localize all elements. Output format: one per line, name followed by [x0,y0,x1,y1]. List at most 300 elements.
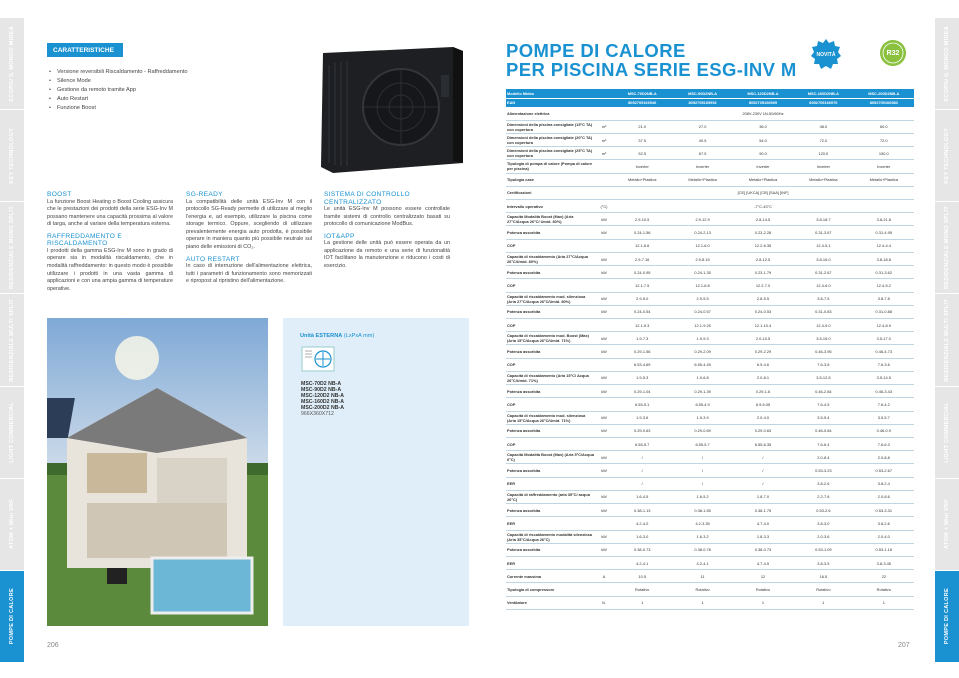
side-tab-label: ECOPIU IL MONDO MIDEA [944,25,950,102]
spec-value: 3.8-18.7 [793,213,853,226]
spec-label: Capacità Modalità Boost (Max) (Aria 5°C/Acqua 6°C) [506,451,596,464]
spec-unit: kW [596,424,612,437]
spec-value: 0.29-2.29 [733,345,793,358]
spec-value: 6.53-4.69 [612,358,672,371]
spec-row [506,517,914,530]
spec-value: 6.55-5.1 [612,398,672,411]
spec-value: 2.0-4.0 [854,530,914,543]
spec-value: 2.0-10.5 [733,332,793,345]
spec-label: Potenza assorbita [506,543,596,556]
spec-value: Metallo+Plastica [854,173,914,186]
spec-value: 16.5 [793,570,853,583]
spec-row [506,266,914,279]
side-tab-7[interactable] [935,571,959,663]
spec-value: 0.46-0.84 [793,424,853,437]
house-illustration [47,318,268,626]
spec-row [506,385,914,398]
model-name: MSC-90D2 NB-A [301,387,342,393]
spec-value: 3.5-14.5 [854,371,914,384]
spec-unit [596,556,612,569]
spec-header-cell: 8052705166983 [854,98,914,107]
spec-value: [CE] [UKCA] [CB] [SAA] [INF] [612,186,914,199]
side-tab-label: RESIDENZIALE MONO SPLIT [944,206,950,290]
side-tab-6[interactable] [0,479,24,571]
spec-label: Intervallo operativo [506,200,596,213]
spec-value: 6.9-5.05 [733,398,793,411]
spec-label: COP [506,358,596,371]
side-tab-label: ATOM + Mini VRF [944,499,950,550]
spec-value: 2.9-5.0 [612,292,672,305]
spec-value: 2.0-8.8 [854,451,914,464]
spec-value: 4.7-4.0 [733,517,793,530]
outdoor-unit-box [283,318,469,626]
spec-row [506,279,914,292]
spec-unit: kW [596,252,612,265]
spec-label: EER [506,556,596,569]
spec-value: 3.8-2.6 [854,517,914,530]
spec-value: 0.29-1.6 [733,385,793,398]
spec-label: Capacità di riscaldamento (Aria 27°C/Acqua 26°C/Umid. 80%) [506,252,596,265]
spec-label: Tipologia di pompa di calore (Pompa di calore per piscina) [506,160,596,173]
spec-unit: m³ [596,120,612,133]
spec-row [506,543,914,556]
spec-value: 3.8-21.8 [854,213,914,226]
spec-value: 1.8-7.0 [733,490,793,503]
spec-value: 2.8-12.5 [733,252,793,265]
spec-value: 72.0 [793,133,853,146]
spec-value: 11 [672,570,732,583]
feature-item: • Funzione Boost [49,104,187,113]
spec-value: 12.4-5.1 [793,239,853,252]
side-tab-label: RESIDENZIALE MULTI SPLIT [944,298,950,382]
side-tab-1[interactable] [935,18,959,110]
spec-unit [596,186,612,199]
spec-row [506,200,914,213]
spec-label: Capacità di riscaldamento mod. silenziosa (Aria 27°C/Acqua 26°C/Umid. 80%) [506,292,596,305]
spec-row [506,477,914,490]
spec-value: 12.1-10.4 [733,319,793,332]
spec-value: 0.31-0.88 [854,305,914,318]
spec-value: 0.53-3.31 [854,504,914,517]
spec-value: 0.38-1.13 [612,504,672,517]
spec-label: COP [506,437,596,450]
spec-value: 150.0 [854,147,914,160]
spec-header-cell: MSC-160D2NB-A [793,89,853,98]
spec-unit: kW [596,305,612,318]
spec-value: 0.24-2.13 [672,226,732,239]
spec-value: Metallo+Plastica [672,173,732,186]
spec-value: 0.53-2.67 [854,464,914,477]
iot-heading: IOT&APP [324,232,355,240]
side-tab-label: LIGHT COMMERCIAL [944,401,950,463]
spec-value: 0.53-3.23 [793,464,853,477]
spec-value: 2.2-7.8 [793,490,853,503]
side-tab-label: POMPE DI CALORE [9,588,15,645]
side-tab-label: ATOM + Mini VRF [9,499,15,550]
spec-value: 12.1-7.5 [612,279,672,292]
spec-row [506,147,914,160]
spec-label: Ventilatore [506,596,596,609]
spec-value: Rotativo [733,583,793,596]
spec-value: 1.6-4.5 [612,490,672,503]
spec-row [506,213,914,226]
spec-row [506,160,914,173]
spec-value: 12.4-8.9 [854,319,914,332]
side-tab-label: POMPE DI CALORE [944,588,950,645]
spec-value: 0.38-0.73 [612,543,672,556]
spec-value: 0.23-1.79 [733,266,793,279]
spec-unit [596,437,612,450]
spec-unit: kW [596,530,612,543]
spec-value: 0.53-2.6 [793,504,853,517]
spec-value: 4.2-4.1 [612,556,672,569]
spec-value: 3.8-3.0 [793,517,853,530]
spec-value: 6.55-5.7 [672,437,732,450]
spec-value: 21.0 [612,120,672,133]
spec-table [506,89,914,610]
spec-value: 3.8-2.6 [793,477,853,490]
spec-value: 1 [733,596,793,609]
boost-heading: BOOST [47,191,72,198]
spec-value: 4.7-4.5 [733,556,793,569]
side-tab-label: KEY TECHNOLOGY [944,127,950,184]
spec-row [506,186,914,199]
side-tab-1[interactable] [0,18,24,110]
spec-value: 1.9-3.9 [672,411,732,424]
spec-value: 3.8-16.0 [793,252,853,265]
spec-header-cell [596,89,612,98]
side-tab-label: LIGHT COMMERCIAL [9,401,15,463]
spec-value: 0.38-1.55 [672,504,732,517]
feature-item: • Versione reversibili Riscaldamento - Raffreddamento [49,68,187,77]
spec-unit: kW [596,371,612,384]
spec-value: 2.9-7.16 [612,252,672,265]
spec-row [506,530,914,543]
unit-dimensions: 966X360X712 [301,411,334,417]
side-tab-7[interactable] [0,571,24,663]
spec-value: 1.9-3.6 [612,411,672,424]
spec-header-cell: EAN [506,98,596,107]
spec-value: 0.29-1.56 [612,345,672,358]
side-tab-label: KEY TECHNOLOGY [9,127,15,184]
spec-value: 6.9-4.6 [733,358,793,371]
spec-value: 0.29-1.04 [612,385,672,398]
spec-value: 12 [733,570,793,583]
spec-unit: kW [596,504,612,517]
spec-label: Alimentazione elettrica [506,107,596,120]
spec-value: 1 [672,596,732,609]
spec-value: 3.5-12.8 [793,371,853,384]
spec-unit: (°C) [596,200,612,213]
spec-value: 1.6-3.0 [612,530,672,543]
spec-header-row [506,98,914,107]
spec-label: EER [506,517,596,530]
spec-value: 36.0 [733,120,793,133]
controllo-heading: SISTEMA DI CONTROLLO CENTRALIZZATO [324,191,410,206]
spec-label: Potenza assorbita [506,504,596,517]
spec-row [506,371,914,384]
spec-label: Tipologia case [506,173,596,186]
spec-row [506,596,914,609]
spec-value: Rotativo [854,583,914,596]
sg-ready-heading: SG-READY [186,191,223,198]
spec-label: Capacità di riscaldamento modalità silenziosa (Aria 35°C/Acqua 26°C) [506,530,596,543]
spec-value: 3.5-5.7 [854,411,914,424]
spec-row [506,226,914,239]
spec-header-cell: MSC-70D2NB-A [612,89,672,98]
spec-row [506,556,914,569]
spec-value: 40.5 [672,133,732,146]
feature-item: • Auto Restart [49,95,187,104]
side-tab-5[interactable] [0,387,24,479]
spec-value: 3.8-3.5 [793,556,853,569]
spec-value: 1.9-7.3 [612,332,672,345]
spec-unit: m³ [596,147,612,160]
spec-value: 1.9-5.3 [612,371,672,384]
spec-row [506,252,914,265]
feature-item: • Gestione da remoto tramite App [49,86,187,95]
spec-unit: kW [596,490,612,503]
spec-unit: A [596,570,612,583]
spec-value: 0.31-4.95 [854,226,914,239]
spec-value: Metallo+Plastica [793,173,853,186]
spec-value: 12.4-6.0 [793,279,853,292]
model-name: MSC-70D2 NB-A [301,381,342,387]
spec-value: 0.24-0.54 [612,305,672,318]
spec-value: / [733,477,793,490]
spec-row [506,107,914,120]
spec-label: Corrente massima [506,570,596,583]
side-tab-6[interactable] [935,479,959,571]
spec-value: / [733,464,793,477]
spec-label: COP [506,239,596,252]
spec-unit: kW [596,451,612,464]
spec-value: 4.2-3.35 [672,517,732,530]
spec-value: 1 [793,596,853,609]
spec-label: COP [506,319,596,332]
novita-badge [810,38,842,70]
side-tab-label: RESIDENZIALE MONO SPLIT [9,206,15,290]
spec-label: Potenza assorbita [506,464,596,477]
spec-row [506,319,914,332]
spec-value: 0.46-2.84 [793,385,853,398]
spec-unit [596,160,612,173]
spec-value: 6.55-4.45 [672,358,732,371]
side-tab-2[interactable] [935,110,959,202]
spec-value: Inverter [612,160,672,173]
spec-value: 22 [854,570,914,583]
spec-label: Capacità di raffreddamento (aria 35°C/ acqua 26°C) [506,490,596,503]
spec-value: 3.8-7.5 [793,292,853,305]
spec-value: 12.1-6.0 [672,239,732,252]
spec-unit [596,239,612,252]
spec-row [506,305,914,318]
spec-value: 3.5-17.0 [854,332,914,345]
spec-value: 6.55-6.35 [733,437,793,450]
spec-label: Dimensioni della piscina consigliate (25°C TA) con copertura [506,147,596,160]
r32-badge [875,38,911,68]
spec-value: 4.2-4.1 [672,556,732,569]
spec-value: 60.0 [854,120,914,133]
spec-value: 7.6-4.2 [854,398,914,411]
spec-label: Capacità di riscaldamento mod. Boost (Max) (Aria 15°C/Acqua 26°C/Umid. 71%) [506,332,596,345]
spec-value: / [733,451,793,464]
spec-value: 7.6-4.5 [793,398,853,411]
boost-text: La funzione Boost Heating o Boost Cooling assicura che le prestazioni dei prodotti della serie ESG-Inv M possano mantenere una capacità prossima al valore di targa, anche al variare della temperatura esterna. [47,198,173,228]
spec-header-cell [596,98,612,107]
spec-value: 12.1-9.3 [612,319,672,332]
spec-unit [596,107,612,120]
spec-value: Inverter [672,160,732,173]
spec-value: 0.53-1.16 [854,543,914,556]
spec-label: Tipologia di compressore [506,583,596,596]
spec-header-row [506,89,914,98]
spec-value: 10.5 [612,570,672,583]
side-tab-4[interactable] [935,294,959,386]
spec-unit: kW [596,345,612,358]
spec-value: Inverter [733,160,793,173]
spec-value: Inverter [793,160,853,173]
spec-value: 3.5-15.0 [793,332,853,345]
spec-value: 2.0-4.0 [733,411,793,424]
spec-label: Potenza assorbita [506,226,596,239]
spec-header-cell: 8052705169952 [672,98,732,107]
spec-value: 0.53-1.09 [793,543,853,556]
spec-value: 0.29-0.63 [612,424,672,437]
spec-value: 0.38-1.75 [733,504,793,517]
side-tab-3[interactable] [935,202,959,294]
spec-row [506,292,914,305]
spec-label: Certificazioni [506,186,596,199]
spec-header-cell: 8052705166946 [612,98,672,107]
spec-value: 0.46-3.95 [793,345,853,358]
spec-value: 1.9-6.8 [672,371,732,384]
spec-unit: kW [596,543,612,556]
spec-unit [596,279,612,292]
spec-header-cell: Modello Midea [506,89,596,98]
spec-value: Metallo+Plastica [612,173,672,186]
spec-row [506,332,914,345]
auto-restart-heading: AUTO RESTART [186,255,240,263]
controllo-text: Le unità ESG-Inv M possono essere controllate tramite sistemi di controllo centralizzato basati su protocollo di comunicazione ModBus. [324,206,450,228]
spec-unit: N. [596,596,612,609]
spec-row [506,120,914,133]
page-number-right: 207 [898,642,910,649]
side-tab-4[interactable] [0,294,24,386]
spec-value: / [672,464,732,477]
spec-unit [596,583,612,596]
spec-row [506,451,914,464]
spec-value: 208V-230V 1N-50/60Hz [612,107,914,120]
spec-unit [596,319,612,332]
spec-unit [596,173,612,186]
spec-row [506,358,914,371]
spec-value: 27.0 [672,120,732,133]
spec-label: Potenza assorbita [506,424,596,437]
title-line-1: POMPE DI CALORE [506,40,686,61]
spec-label: Potenza assorbita [506,305,596,318]
spec-value: 3.8-3.45 [854,556,914,569]
spec-value: -7°C-43°C [612,200,914,213]
spec-value: 120.0 [793,147,853,160]
spec-value: 2.9-5.5 [672,292,732,305]
spec-unit [596,477,612,490]
spec-row [506,398,914,411]
spec-value: 90.0 [733,147,793,160]
outdoor-unit-icon [301,345,335,373]
left-side-tabs [0,18,24,663]
spec-value: 0.46-3.43 [854,385,914,398]
spec-value: 12.4-4.4 [854,239,914,252]
spec-unit: kW [596,213,612,226]
model-name: MSC-160D2 NB-A [301,399,344,405]
spec-unit: kW [596,266,612,279]
spec-row [506,173,914,186]
spec-value: 1.9-9.3 [672,332,732,345]
side-tab-5[interactable] [935,387,959,479]
spec-value: 1 [854,596,914,609]
spec-value: 2.9-12.9 [672,213,732,226]
spec-value: 0.24-0.53 [733,305,793,318]
features-list [49,68,187,113]
spec-value: 37.5 [612,133,672,146]
raffreddamento-heading: RAFFREDDAMENTO E RISCALDAMENTO [47,232,123,248]
spec-row [506,345,914,358]
spec-value: 54.0 [733,133,793,146]
text-column-1 [47,191,173,297]
side-tab-3[interactable] [0,202,24,294]
spec-value: 12.1-6.8 [672,279,732,292]
spec-value: 2.0-8.6 [854,490,914,503]
spec-unit [596,358,612,371]
spec-value: 48.0 [793,120,853,133]
spec-label: Potenza assorbita [506,266,596,279]
spec-value: 12.4-9.0 [793,319,853,332]
heat-pump-product-image [313,45,465,177]
spec-unit: kW [596,332,612,345]
spec-value: 12.4-5.2 [854,279,914,292]
spec-row [506,570,914,583]
spec-value: 6.55-5.7 [612,437,672,450]
page-number-left: 206 [47,642,59,649]
spec-value: 2.8-14.5 [733,213,793,226]
spec-value: 3.8-7.8 [854,292,914,305]
spec-row [506,504,914,517]
feature-item: • Silence Mode [49,77,187,86]
spec-row [506,239,914,252]
spec-value: 7.6-3.8 [793,358,853,371]
features-badge: CARATTERISTICHE [47,43,123,57]
spec-value: 0.31-3.62 [854,266,914,279]
raffreddamento-text: I prodotti della gamma ESG-Inv M sono in grado di operare sia in modalità riscaldamento, che in modalità raffreddamento: in questo modo è possibile utilizzare i prodotti in una vasta gamma di applicazioni e con una ampia gamma di temperature operative. [47,247,173,292]
page-title [506,41,797,79]
right-side-tabs [935,18,959,663]
spec-value: 0.24-0.57 [672,305,732,318]
side-tab-2[interactable] [0,110,24,202]
spec-unit: m³ [596,133,612,146]
spec-value: / [612,464,672,477]
spec-value: 2.0-8.1 [733,371,793,384]
sg-ready-text: La compatibilità delle unità ESG-Inv M con il protocollo SG-Ready permette di utilizzare al meglio l'energia e, ad esempio, utilizzare la piscina come storage termico. Oppure, scegliendo di utilizzare prevalentemente energia auto prodotta, è possibile operare in maniera quanto più possibile neutrale sul piano delle emissioni di CO₂. [186,198,312,251]
spec-value: 0.23-2.28 [733,226,793,239]
spec-label: Potenza assorbita [506,345,596,358]
spec-unit [596,517,612,530]
spec-unit: kW [596,464,612,477]
spec-value: Rotativo [612,583,672,596]
spec-label: COP [506,279,596,292]
spec-value: 0.38-0.78 [672,543,732,556]
spec-row [506,583,914,596]
